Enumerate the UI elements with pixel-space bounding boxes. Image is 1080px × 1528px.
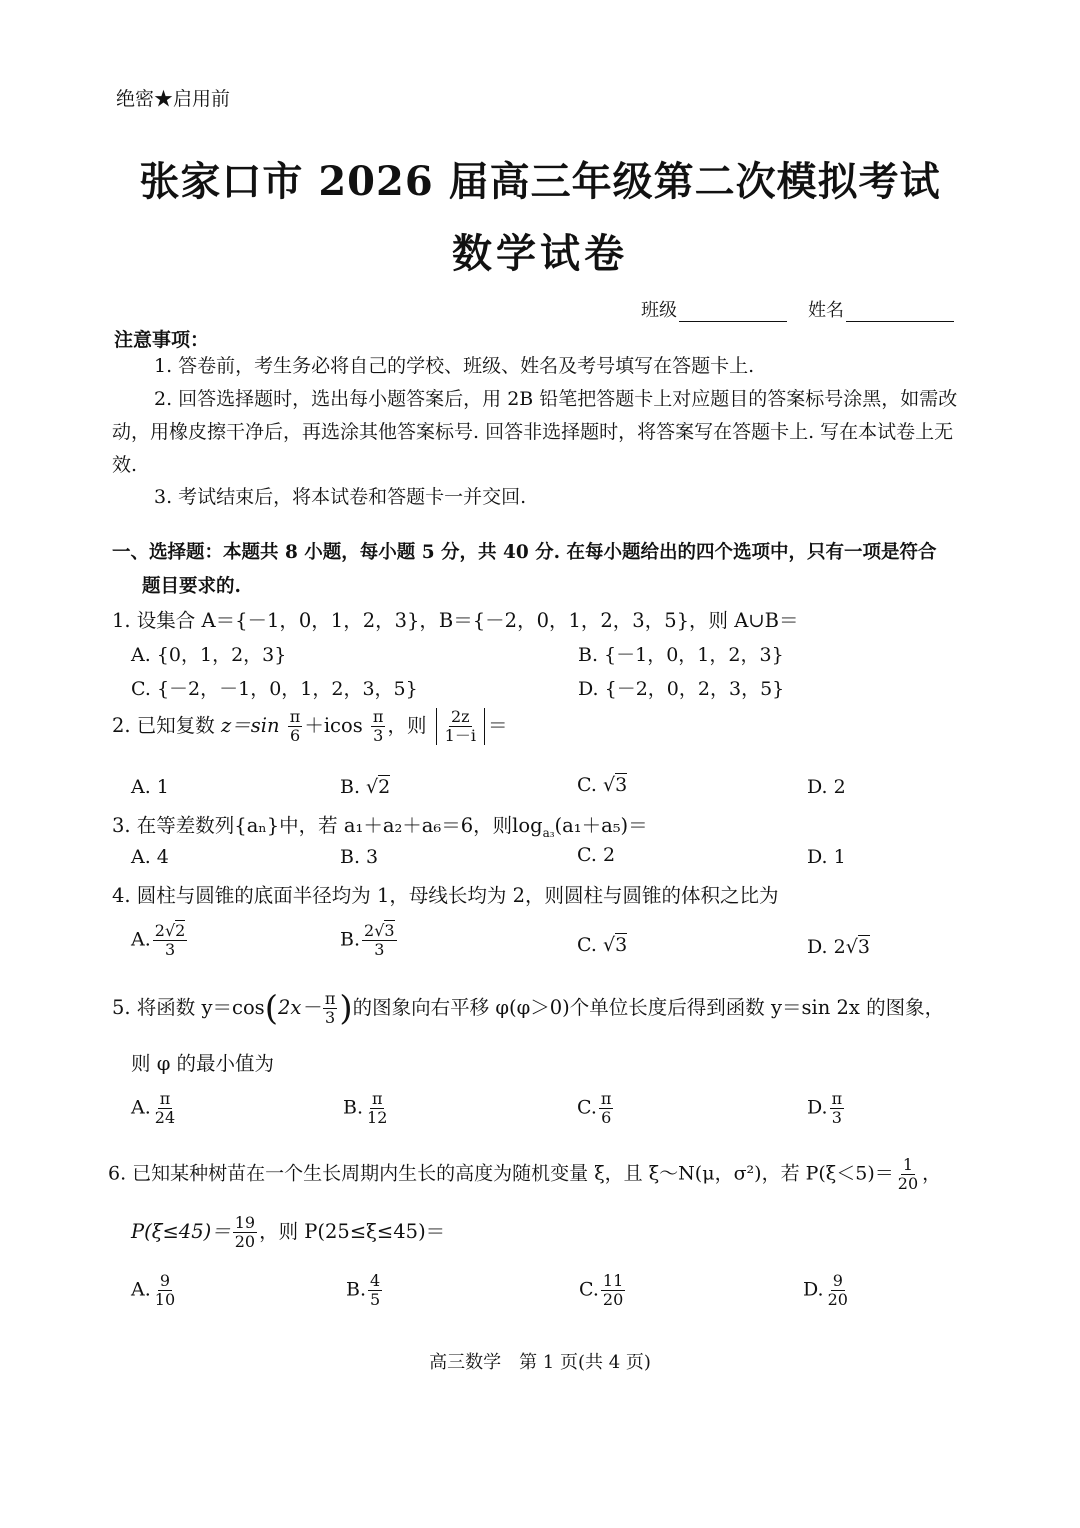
q1-option-b: B. {－1，0，1，2，3} <box>578 644 784 666</box>
exam-title: 张家口市 2026 届高三年级第二次模拟考试 <box>139 158 941 205</box>
q3-option-a: A. 4 <box>131 846 169 868</box>
confidential-label: 绝密★启用前 <box>116 88 231 110</box>
exam-subtitle: 数学试卷 <box>452 230 628 277</box>
q2-frac-pi3: $\frac{\pi}{3}$ <box>372 707 384 745</box>
q6-option-b: B. $\frac{4}{5}$ <box>346 1271 381 1309</box>
q4-option-c: C. √3 <box>577 934 628 956</box>
q2-option-a: A. 1 <box>131 776 169 798</box>
q2-frac-pi6: $\frac{\pi}{6}$ <box>289 707 301 745</box>
q5-option-b: B. $\frac{\pi}{12}$ <box>343 1089 388 1127</box>
notice-item-3: 3. 考试结束后，将本试卷和答题卡一并交回. <box>154 486 527 508</box>
q5-option-a: A. $\frac{\pi}{24}$ <box>131 1089 176 1127</box>
q4-stem: 4. 圆柱与圆锥的底面半径均为 1，母线长均为 2，则圆柱与圆锥的体积之比为 <box>112 884 779 907</box>
q6-stem: 6. 已知某种树苗在一个生长周期内生长的高度为随机变量 ξ，且 ξ～N(μ，σ²)，若 P(ξ＜5)＝ $\frac{1}{20}$ ， <box>108 1155 942 1193</box>
q2-stem: 2. 已知复数 z＝sin $\frac{\pi}{6}$ ＋icos $\frac{\pi}{3}$ ，则 $\frac{2z}{1-i}$ ＝ <box>112 707 508 745</box>
q6-option-d: D. $\frac{9}{20}$ <box>803 1271 848 1309</box>
name-label: 姓名 <box>808 300 844 321</box>
q3-option-c: C. 2 <box>577 844 616 866</box>
q6-option-a: A. $\frac{9}{10}$ <box>131 1271 176 1309</box>
class-field <box>641 296 787 322</box>
q3-option-d: D. 1 <box>807 846 846 868</box>
class-label: 班级 <box>641 300 677 321</box>
q4-option-a: A. $\frac{2√2}{3}$ <box>131 921 186 959</box>
section-heading: 一、选择题：本题共 8 小题，每小题 5 分，共 40 分. 在每小题给出的四个选项中，只有一项是符合 <box>112 542 937 563</box>
q5-option-d: D. $\frac{\pi}{3}$ <box>807 1089 843 1127</box>
q2-option-d: D. 2 <box>807 776 846 798</box>
q5-option-c: C. $\frac{\pi}{6}$ <box>577 1089 612 1127</box>
notice-item-2: 2. 回答选择题时，选出每小题答案后，用 2B 铅笔把答题卡上对应题目的答案标号涂黑，如需改动，用橡皮擦干净后，再选涂其他答案标号. 回答非选择题时，将答案写在答题卡上. 写在本试卷上无效. <box>112 388 958 476</box>
q1-option-a: A. {0，1，2，3} <box>131 644 287 666</box>
notice-item-1: 1. 答卷前，考生务必将自己的学校、班级、姓名及考号填写在答题卡上. <box>154 355 755 377</box>
q6-stem-cont: P(ξ≤45)＝ $\frac{19}{20}$ ，则 P(25≤ξ≤45)＝ <box>131 1213 446 1251</box>
q5-stem: 5. 将函数 y＝cos(2x－ $\frac{\pi}{3}$ )的图象向右平移 φ(φ＞0)个单位长度后得到函数 y＝sin 2x 的图象， <box>112 988 945 1029</box>
notice-heading: 注意事项： <box>114 329 210 351</box>
q1-stem: 1. 设集合 A＝{－1，0，1，2，3}，B＝{－2，0，1，2，3，5}，则 A∪B＝ <box>112 609 799 632</box>
q5-stem-cont: 则 φ 的最小值为 <box>131 1052 275 1075</box>
q2-abs-value: $\frac{2z}{1-i}$ <box>436 708 485 745</box>
q1-option-c: C. {－2，－1，0，1，2，3，5} <box>131 678 418 700</box>
q1-option-d: D. {－2，0，2，3，5} <box>578 678 785 700</box>
q2-option-b: B. √2 <box>340 776 391 798</box>
name-field <box>808 296 954 322</box>
q6-option-c: C. $\frac{11}{20}$ <box>579 1271 624 1309</box>
name-blank <box>846 303 954 322</box>
section-heading-cont: 题目要求的. <box>142 576 241 597</box>
q2-option-c: C. √3 <box>577 774 628 796</box>
q4-option-d: D. 2√3 <box>807 936 870 958</box>
q3-option-b: B. 3 <box>340 846 379 868</box>
page-footer: 高三数学 第 1 页(共 4 页) <box>429 1352 651 1373</box>
q3-stem: 3. 在等差数列{aₙ}中，若 a₁＋a₂＋a₆＝6，则$\log_{a_3}(a_1+a_5)=$ <box>112 814 648 840</box>
class-blank <box>679 303 787 322</box>
q4-option-b: B. $\frac{2√3}{3}$ <box>340 921 395 959</box>
